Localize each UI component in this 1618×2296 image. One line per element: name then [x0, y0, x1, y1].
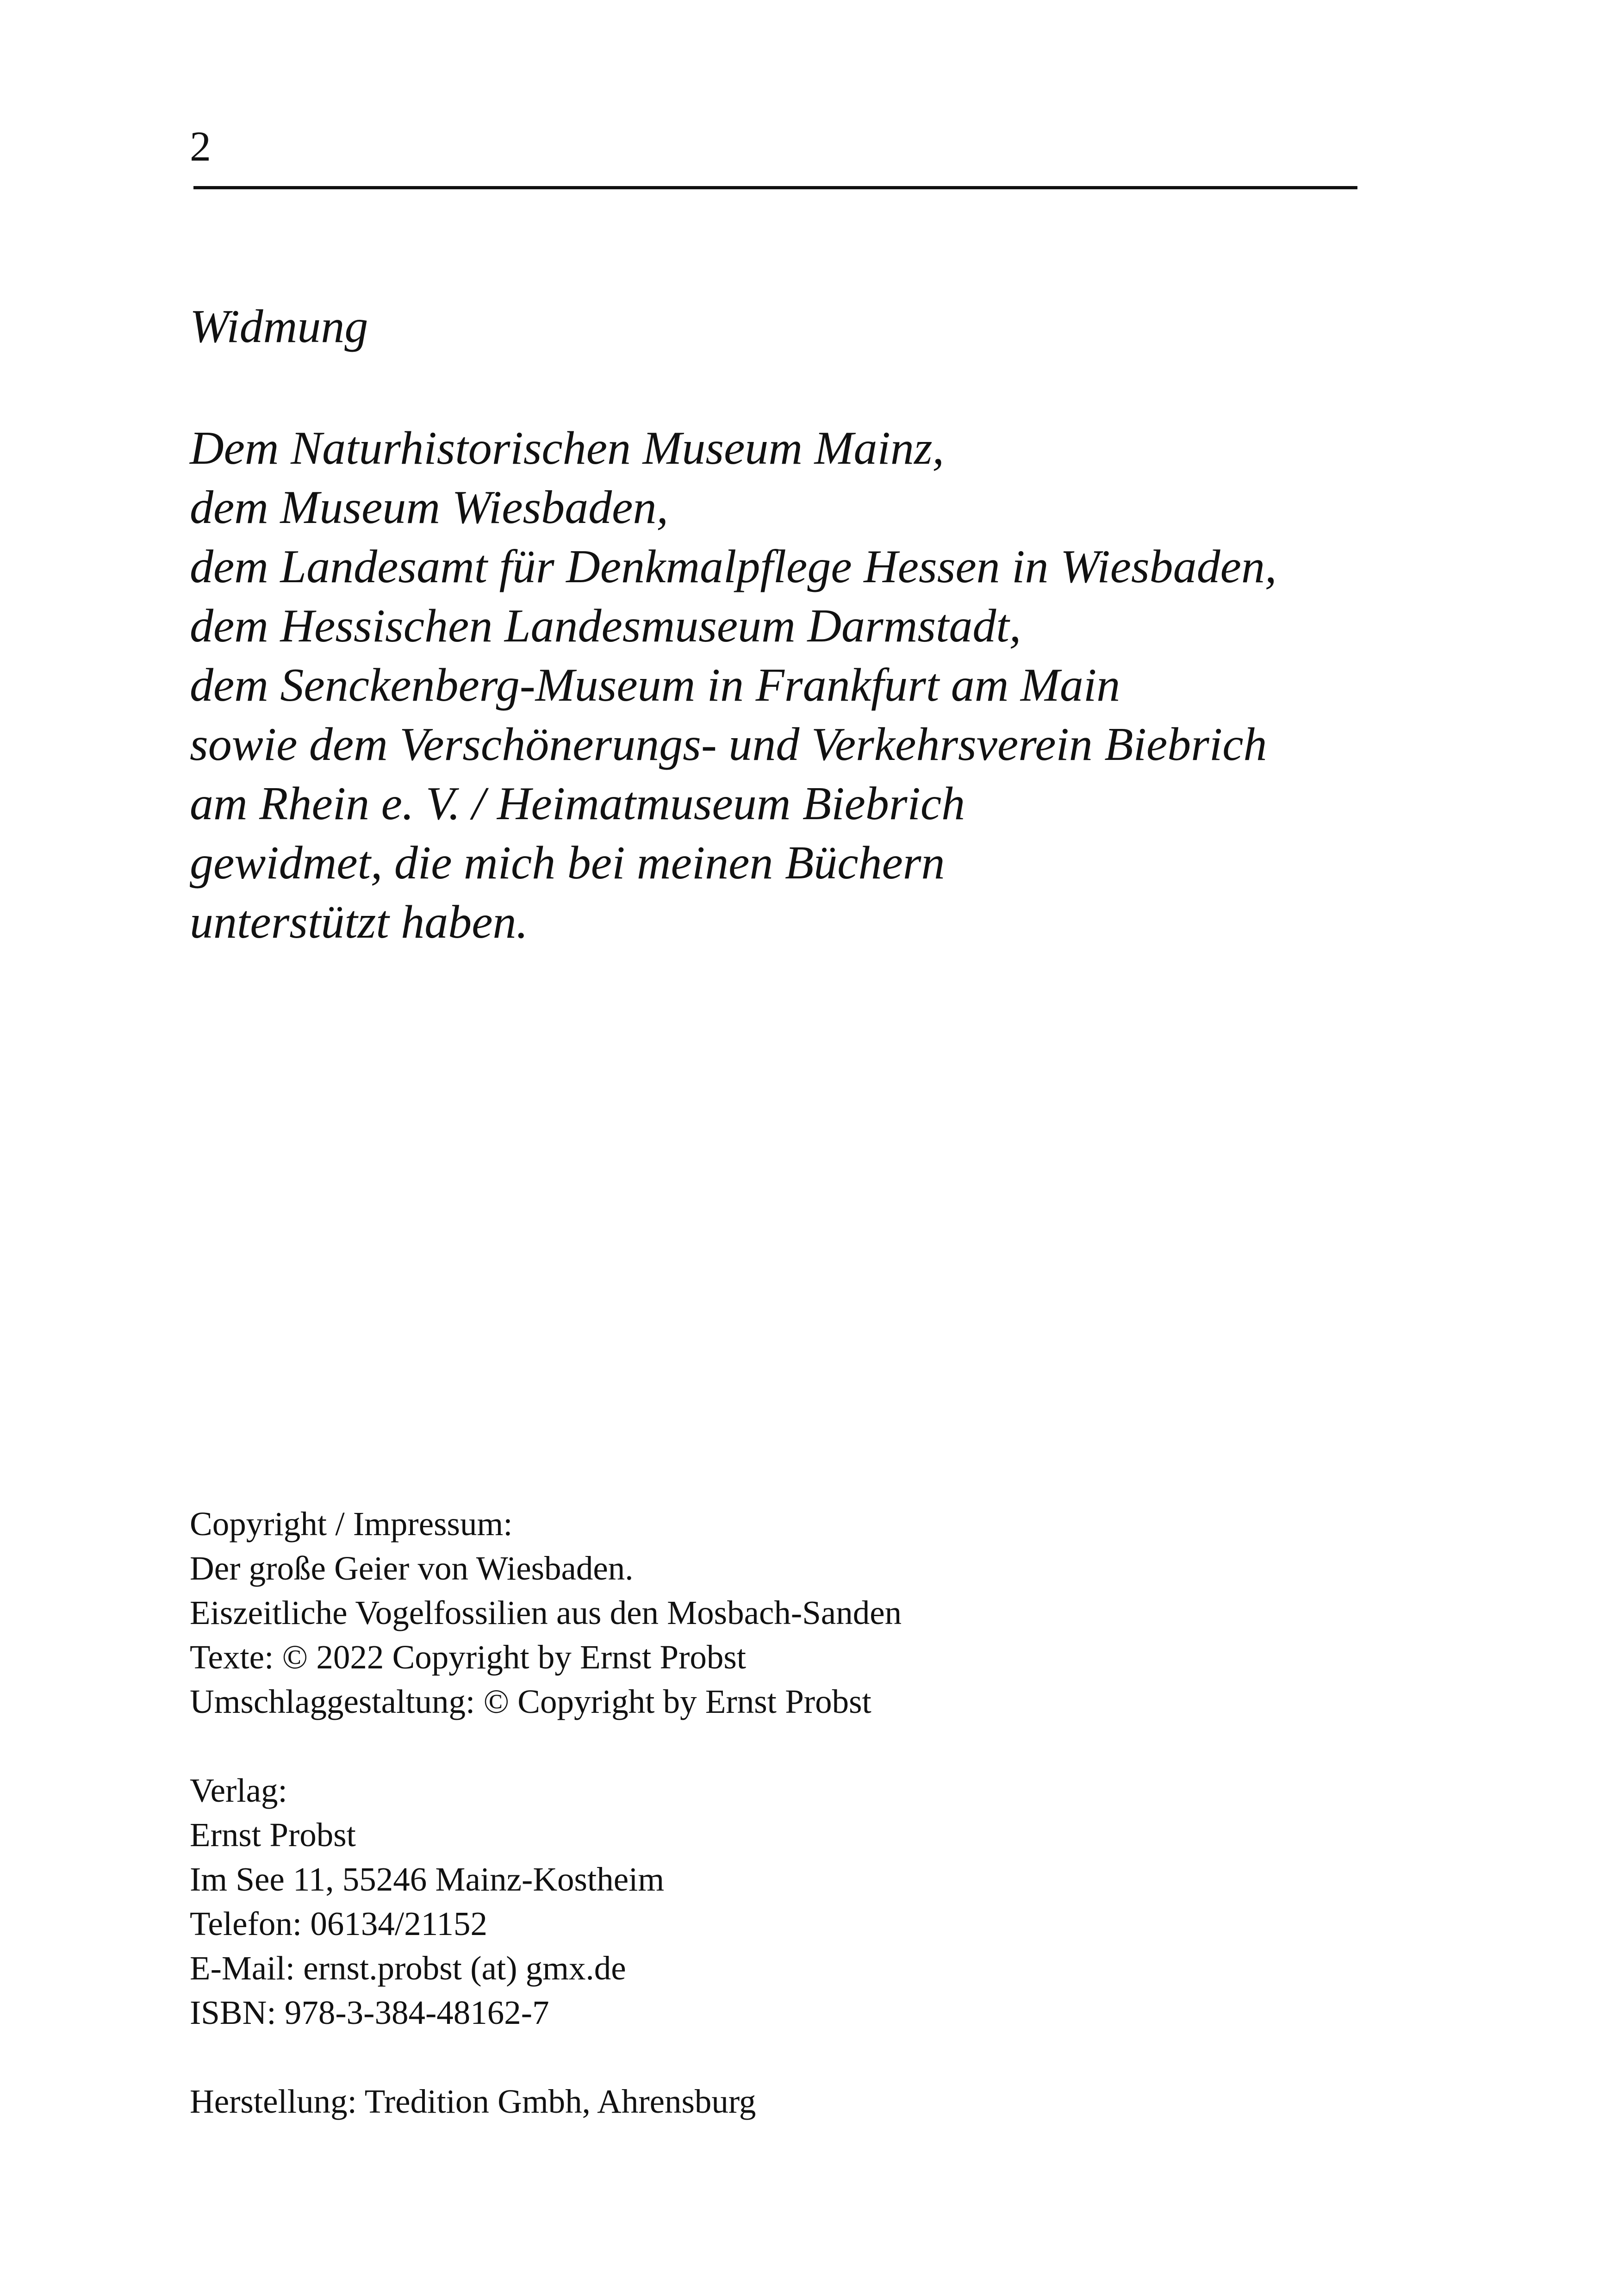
block-spacer	[190, 1724, 1439, 1768]
publisher-line: Verlag:	[190, 1772, 287, 1809]
dedication-line: Dem Naturhistorischen Museum Mainz,	[190, 422, 945, 474]
dedication-line: am Rhein e. V. / Heimatmuseum Biebrich	[190, 778, 965, 830]
dedication-line: sowie dem Verschönerungs- und Verkehrsverein Biebrich	[190, 718, 1267, 771]
header-rule	[193, 186, 1357, 189]
dedication-line: dem Museum Wiesbaden,	[190, 481, 668, 534]
publisher-line: Telefon: 06134/21152	[190, 1905, 487, 1942]
publisher-block	[190, 1768, 1439, 2035]
publisher-line: ISBN: 978-3-384-48162-7	[190, 1994, 549, 2031]
copyright-line: Der große Geier von Wiesbaden.	[190, 1549, 634, 1587]
imprint	[190, 1502, 1439, 2124]
dedication-line: dem Hessischen Landesmuseum Darmstadt,	[190, 600, 1021, 652]
copyright-line: Eiszeitliche Vogelfossilien aus den Mosbach-Sanden	[190, 1594, 902, 1631]
block-spacer	[190, 2035, 1439, 2079]
publisher-line: Ernst Probst	[190, 1816, 356, 1854]
publisher-line: E-Mail: ernst.probst (at) gmx.de	[190, 1949, 626, 1987]
copyright-block	[190, 1502, 1439, 1724]
dedication-line: dem Senckenberg-Museum in Frankfurt am Main	[190, 659, 1120, 711]
copyright-line: Texte: © 2022 Copyright by Ernst Probst	[190, 1638, 747, 1676]
dedication-text	[190, 419, 1439, 952]
dedication-line: gewidmet, die mich bei meinen Büchern	[190, 837, 945, 889]
copyright-line: Copyright / Impressum:	[190, 1505, 513, 1543]
dedication-line: unterstützt haben.	[190, 896, 528, 948]
page-number: 2	[190, 123, 211, 170]
copyright-line: Umschlaggestaltung: © Copyright by Ernst Probst	[190, 1683, 871, 1720]
dedication-heading: Widmung	[190, 300, 368, 353]
publisher-line: Im See 11, 55246 Mainz-Kostheim	[190, 1860, 665, 1898]
production-line: Herstellung: Tredition Gmbh, Ahrensburg	[190, 2083, 756, 2120]
dedication-line: dem Landesamt für Denkmalpflege Hessen in Wiesbaden,	[190, 541, 1277, 593]
